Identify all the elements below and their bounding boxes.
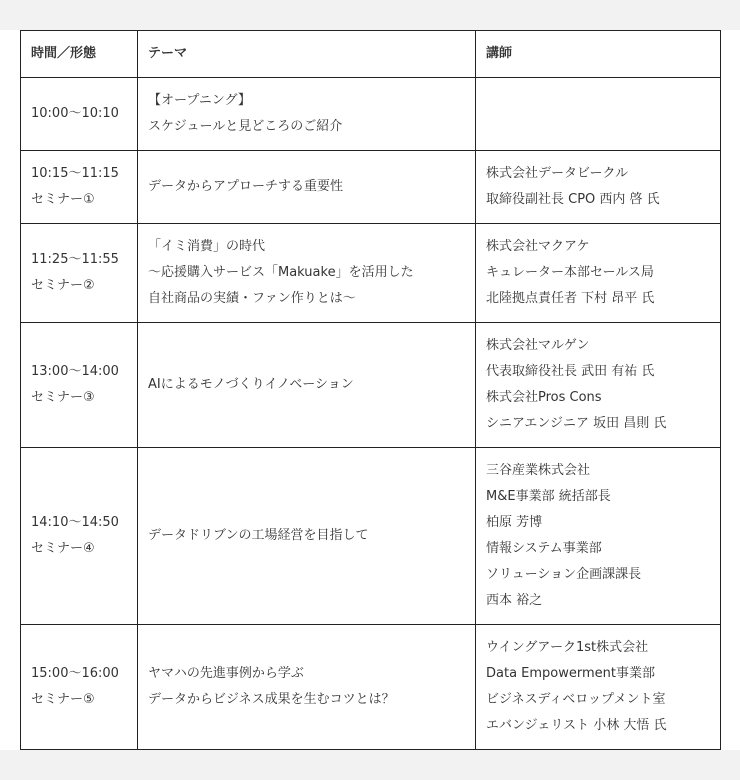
speaker-cell xyxy=(476,151,721,224)
speaker-line: シニアエンジニア 坂田 昌則 氏 xyxy=(486,416,667,431)
speaker-line: ウイングアーク1st株式会社 xyxy=(486,640,649,655)
time-cell xyxy=(21,448,138,625)
speaker-line: 代表取締役社長 武田 有祐 氏 xyxy=(486,364,655,379)
time-range: 10:15〜11:15 xyxy=(31,166,119,181)
time-range: 14:10〜14:50 xyxy=(31,515,119,530)
theme-line: 自社商品の実績・ファン作りとは〜 xyxy=(148,291,356,306)
theme-line: ヤマハの先進事例から学ぶ xyxy=(148,666,304,681)
theme-line: 【オープニング】 xyxy=(148,93,251,108)
table-row xyxy=(21,78,721,151)
speaker-line: Data Empowerment事業部 xyxy=(486,666,656,681)
seminar-label: セミナー④ xyxy=(31,541,95,556)
speaker-line: 株式会社Pros Cons xyxy=(486,390,602,405)
speaker-line: 株式会社マクアケ xyxy=(486,239,590,254)
speaker-cell xyxy=(476,224,721,323)
theme-cell xyxy=(138,625,476,750)
theme-cell xyxy=(138,323,476,448)
speaker-line: M&E事業部 統括部長 xyxy=(486,489,611,504)
theme-cell xyxy=(138,78,476,151)
theme-line: データドリブンの工場経営を目指して xyxy=(148,528,369,543)
header-theme: テーマ xyxy=(138,31,476,78)
header-time: 時間／形態 xyxy=(21,31,138,78)
seminar-label: セミナー③ xyxy=(31,390,95,405)
top-background xyxy=(0,0,740,30)
time-range: 10:00〜10:10 xyxy=(31,106,119,121)
seminar-label: セミナー⑤ xyxy=(31,692,95,707)
time-range: 15:00〜16:00 xyxy=(31,666,119,681)
table-row xyxy=(21,625,721,750)
speaker-line: 北陸拠点責任者 下村 昂平 氏 xyxy=(486,291,655,306)
table-row xyxy=(21,224,721,323)
speaker-line: 柏原 芳博 xyxy=(486,515,543,530)
time-cell xyxy=(21,151,138,224)
speaker-line: 株式会社マルゲン xyxy=(486,338,590,353)
theme-line: データからアプローチする重要性 xyxy=(148,179,344,194)
speaker-line: エバンジェリスト 小林 大悟 氏 xyxy=(486,718,667,733)
theme-cell xyxy=(138,448,476,625)
theme-cell xyxy=(138,224,476,323)
time-cell xyxy=(21,224,138,323)
speaker-cell xyxy=(476,323,721,448)
time-cell xyxy=(21,323,138,448)
schedule-table xyxy=(20,30,721,750)
theme-line: データからビジネス成果を生むコツとは？ xyxy=(148,692,395,707)
speaker-cell xyxy=(476,78,721,151)
theme-line: スケジュールと見どころのご紹介 xyxy=(148,119,343,134)
seminar-label: セミナー② xyxy=(31,278,95,293)
table-row xyxy=(21,151,721,224)
table-row xyxy=(21,323,721,448)
speaker-line: 株式会社データビークル xyxy=(486,166,629,181)
speaker-line: ソリューション企画課課長 xyxy=(486,567,642,582)
theme-cell xyxy=(138,151,476,224)
speaker-cell xyxy=(476,625,721,750)
speaker-cell xyxy=(476,448,721,625)
seminar-label: セミナー① xyxy=(31,192,95,207)
speaker-line: キュレーター本部セールス局 xyxy=(486,265,654,280)
theme-line: 「イミ消費」の時代 xyxy=(148,239,266,254)
table-row xyxy=(21,448,721,625)
table-header-row xyxy=(21,31,721,78)
speaker-line: 三谷産業株式会社 xyxy=(486,463,591,478)
speaker-line: ビジネスディベロップメント室 xyxy=(486,692,666,707)
theme-line: AIによるモノづくりイノベーション xyxy=(148,377,354,392)
speaker-line: 西本 裕之 xyxy=(486,593,543,608)
header-speaker: 講師 xyxy=(476,31,721,78)
speaker-line: 取締役副社長 CPO 西内 啓 氏 xyxy=(486,192,660,207)
time-range: 13:00〜14:00 xyxy=(31,364,119,379)
speaker-line: 情報システム事業部 xyxy=(486,541,602,556)
time-cell xyxy=(21,625,138,750)
time-range: 11:25〜11:55 xyxy=(31,252,119,267)
theme-line: 〜応援購入サービス「Makuake」を活用した xyxy=(148,265,414,280)
time-cell xyxy=(21,78,138,151)
